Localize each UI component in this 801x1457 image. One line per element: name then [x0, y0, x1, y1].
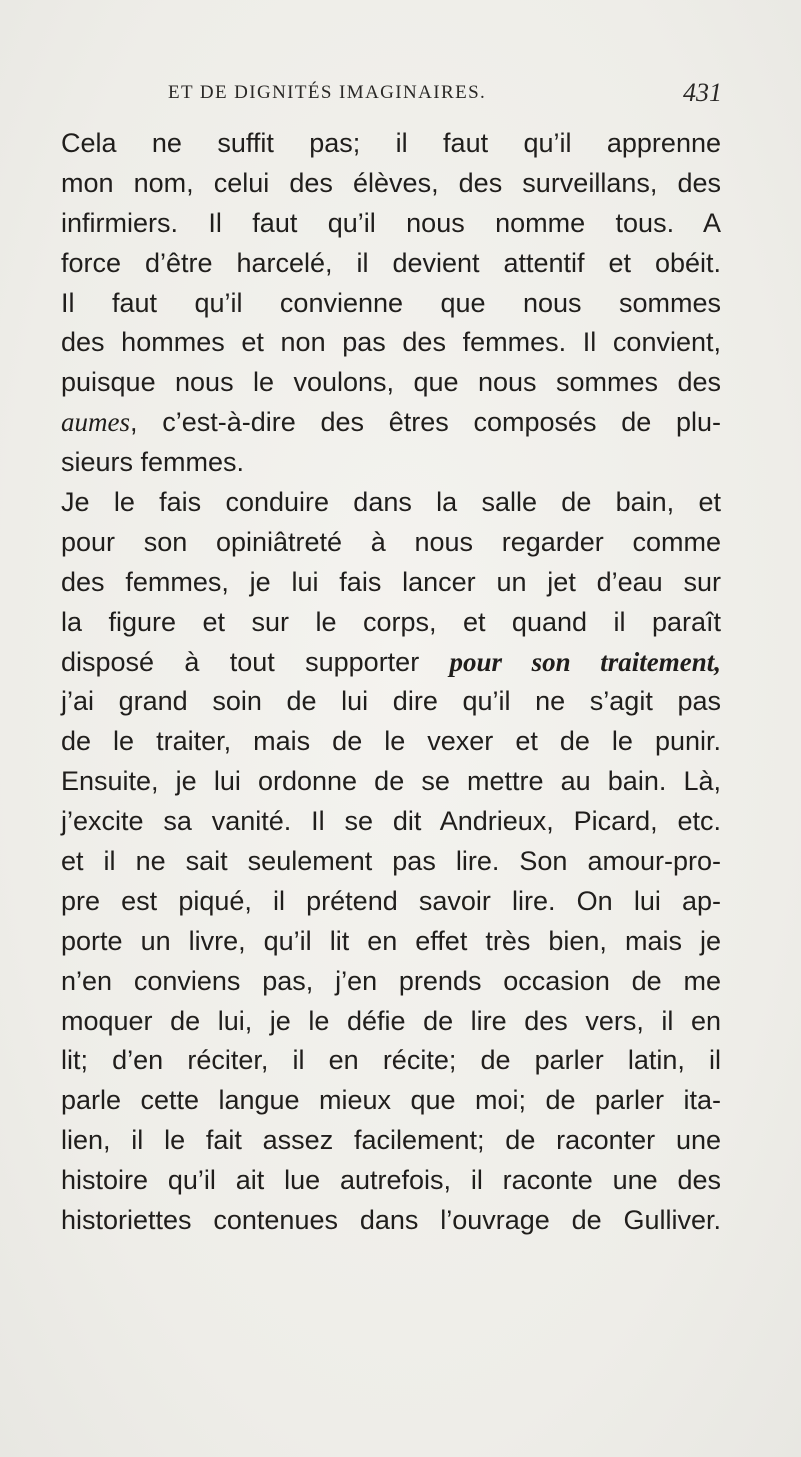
text-line [61, 244, 721, 284]
text-line [61, 164, 721, 204]
line-text: j’ai grand soin de lui dire qu’il ne s’agit pas [61, 686, 721, 717]
text-line [61, 1081, 721, 1121]
line-text: Ensuite, je lui ordonne de se mettre au bain. Là, [61, 766, 721, 797]
text-line [61, 1161, 721, 1201]
line-text: lit; d’en réciter, il en récite; de parler latin, il [61, 1045, 721, 1076]
page-number: 431 [683, 78, 722, 107]
line-text: lien, il le fait assez facilement; de raconter une [61, 1125, 721, 1156]
text-line [61, 603, 721, 643]
text-line [61, 842, 721, 882]
line-text: puisque nous le voulons, que nous sommes des [61, 367, 721, 398]
text-line [61, 403, 721, 443]
line-text: sieurs femmes. [61, 447, 245, 478]
body-text [61, 124, 721, 1241]
line-text: histoire qu’il ait lue autrefois, il raconte une des [61, 1165, 721, 1196]
text-line [61, 443, 721, 483]
line-text: porte un livre, qu’il lit en effet très bien, mais je [61, 925, 721, 956]
text-line [61, 962, 721, 1002]
text-line [61, 124, 721, 164]
text-line [61, 563, 721, 603]
running-head [0, 78, 801, 122]
text-line [61, 762, 721, 802]
italic-term: aumes [61, 407, 130, 438]
line-text: j’excite sa vanité. Il se dit Andrieux, Picard, etc. [61, 806, 721, 837]
line-text: la figure et sur le corps, et quand il paraît [61, 606, 721, 637]
running-title: ET DE DIGNITÉS IMAGINAIRES. [168, 82, 487, 103]
line-text: n’en conviens pas, j’en prends occasion de me [61, 965, 721, 996]
line-text: des hommes et non pas des femmes. Il convient, [61, 327, 721, 358]
text-line [61, 363, 721, 403]
text-line [61, 1002, 721, 1042]
text-line [61, 523, 721, 563]
emphasized-phrase: pour son traitement, [449, 646, 721, 677]
line-text: Cela ne suffit pas; il faut qu’il apprenne [61, 128, 721, 158]
text-line [61, 643, 721, 683]
text-line [61, 802, 721, 842]
text-line [61, 1121, 721, 1161]
text-line [61, 882, 721, 922]
line-text: mon nom, celui des élèves, des surveillans, des [61, 167, 721, 198]
text-line [61, 204, 721, 244]
line-text: force d’être harcelé, il devient attentif et obéit. [61, 247, 721, 278]
text-line [61, 323, 721, 363]
line-text: pre est piqué, il prétend savoir lire. On lui ap- [61, 885, 721, 916]
line-text: des femmes, je lui fais lancer un jet d’eau sur [61, 566, 721, 597]
text-line [61, 483, 721, 523]
line-text: , c’est-à-dire des êtres composés de plu- [130, 407, 721, 438]
line-text: pour son opiniâtreté à nous regarder comme [61, 526, 721, 557]
text-line [61, 922, 721, 962]
text-line [61, 1201, 721, 1241]
line-text: infirmiers. Il faut qu’il nous nomme tous. A [61, 207, 721, 238]
text-line [61, 682, 721, 722]
line-text: de le traiter, mais de le vexer et de le punir. [61, 726, 721, 757]
line-text: Je le fais conduire dans la salle de bain, et [61, 487, 721, 518]
line-text: moquer de lui, je le défie de lire des vers, il en [61, 1005, 721, 1036]
line-text: et il ne sait seulement pas lire. Son amour-pro- [61, 846, 721, 877]
line-text: historiettes contenues dans l’ouvrage de Gulliver. [61, 1205, 721, 1236]
line-text: disposé à tout supporter [61, 646, 450, 677]
text-line [61, 722, 721, 762]
text-line [61, 284, 721, 324]
text-line [61, 1041, 721, 1081]
line-text: parle cette langue mieux que moi; de parler ita- [61, 1085, 721, 1116]
line-text: Il faut qu’il convienne que nous sommes [61, 287, 721, 318]
